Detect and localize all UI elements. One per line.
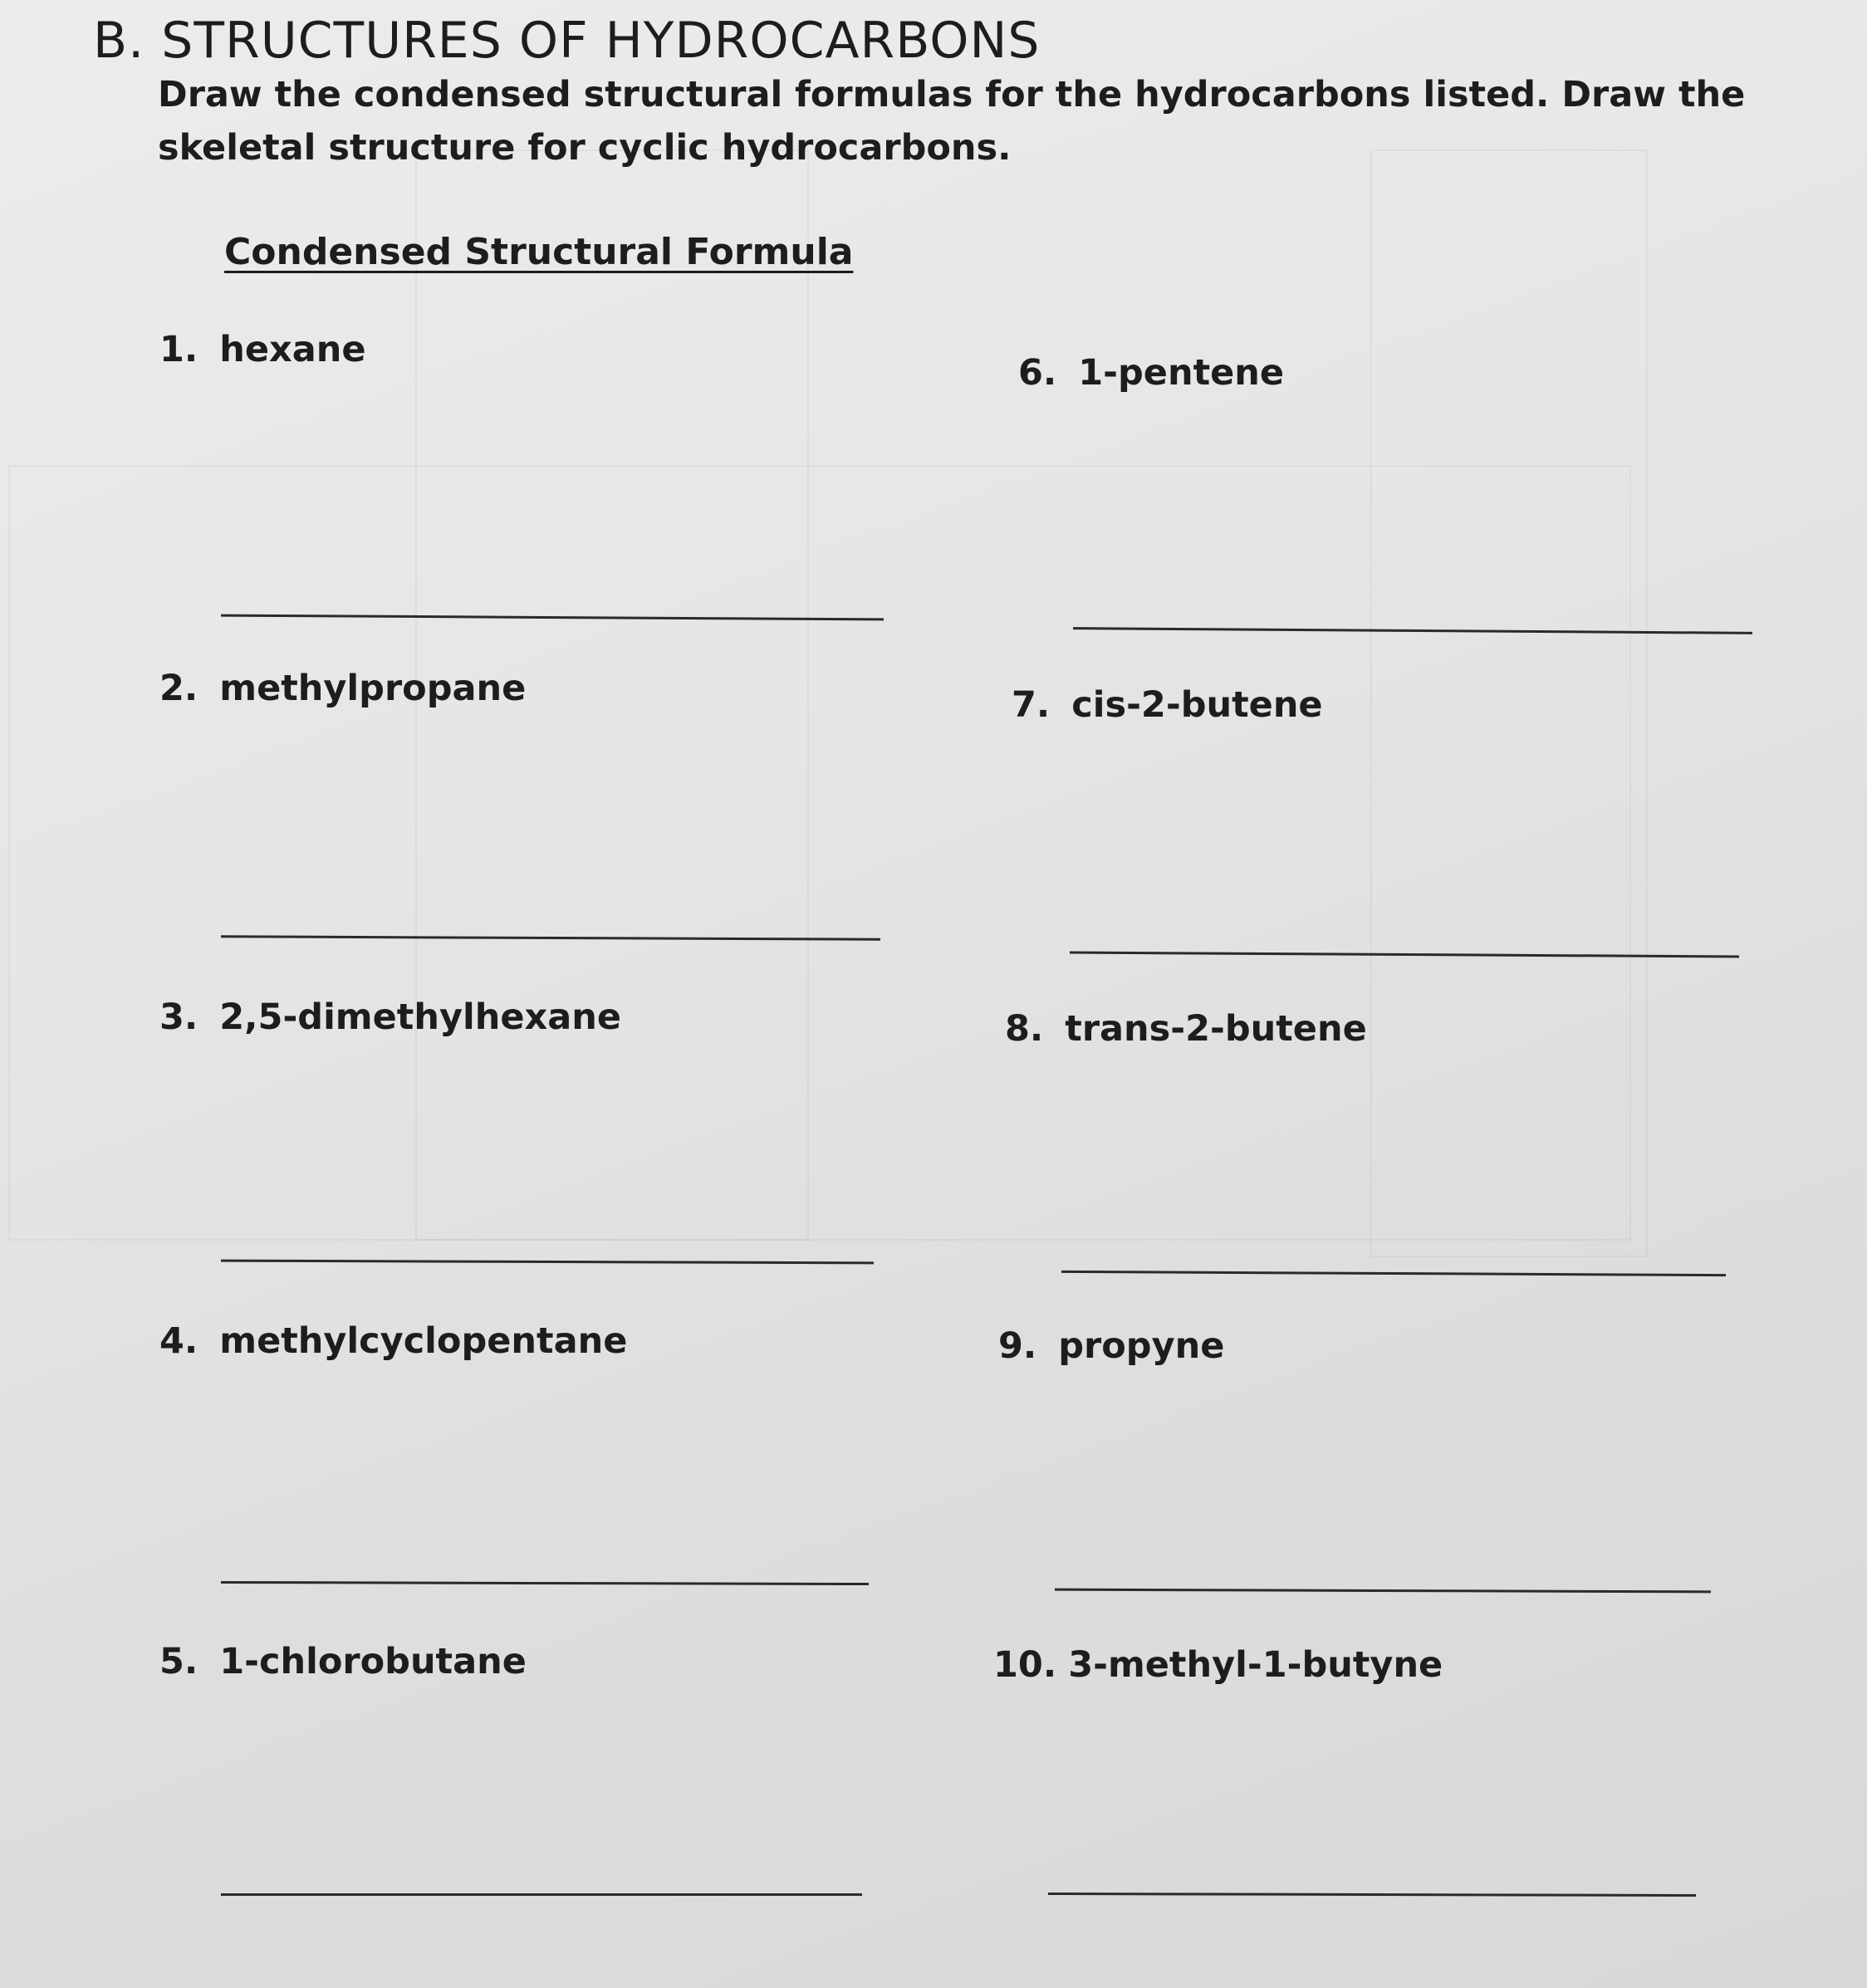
compound-name: 1-chlorobutane: [219, 1641, 527, 1682]
answer-line-9[interactable]: [1055, 1589, 1711, 1594]
answer-line-4[interactable]: [221, 1581, 869, 1585]
compound-name: methylpropane: [219, 668, 527, 709]
question-2: [159, 668, 526, 709]
question-6: [1018, 352, 1284, 394]
question-3: [159, 996, 621, 1038]
question-number: 10.: [993, 1644, 1057, 1686]
compound-name: 3-methyl-1-butyne: [1068, 1644, 1443, 1686]
compound-name: hexane: [219, 329, 366, 370]
question-number: 8.: [1005, 1008, 1044, 1050]
compound-name: trans-2-butene: [1065, 1008, 1367, 1050]
section-heading: B. STRUCTURES OF HYDROCARBONS: [93, 12, 1041, 70]
question-number: 7.: [1012, 684, 1051, 726]
compound-name: cis-2-butene: [1071, 684, 1323, 726]
question-7: [1012, 684, 1323, 726]
compound-name: propyne: [1058, 1325, 1225, 1367]
compound-name: 1-pentene: [1078, 352, 1285, 394]
show-through-grid: [1370, 149, 1648, 1257]
question-5: [159, 1641, 527, 1682]
question-8: [1005, 1008, 1367, 1050]
answer-line-10[interactable]: [1048, 1893, 1696, 1897]
question-number: 9.: [998, 1325, 1037, 1367]
column-header: Condensed Structural Formula: [224, 231, 854, 273]
answer-line-8[interactable]: [1061, 1271, 1726, 1276]
question-number: 1.: [159, 329, 198, 370]
question-10: [993, 1644, 1443, 1686]
compound-name: methylcyclopentane: [219, 1320, 628, 1362]
answer-line-3[interactable]: [221, 1260, 874, 1265]
question-1: [159, 329, 366, 370]
question-number: 6.: [1018, 352, 1057, 394]
answer-line-5[interactable]: [221, 1893, 862, 1896]
question-number: 5.: [159, 1641, 198, 1682]
question-number: 2.: [159, 668, 198, 709]
question-number: 4.: [159, 1320, 198, 1362]
compound-name: 2,5-dimethylhexane: [219, 996, 622, 1038]
question-4: [159, 1320, 627, 1362]
question-9: [998, 1325, 1224, 1367]
instructions: Draw the condensed structural formulas for the hydrocarbons listed. Draw the skeletal structure for cyclic hydrocarbons.: [158, 74, 1746, 169]
question-number: 3.: [159, 996, 198, 1038]
